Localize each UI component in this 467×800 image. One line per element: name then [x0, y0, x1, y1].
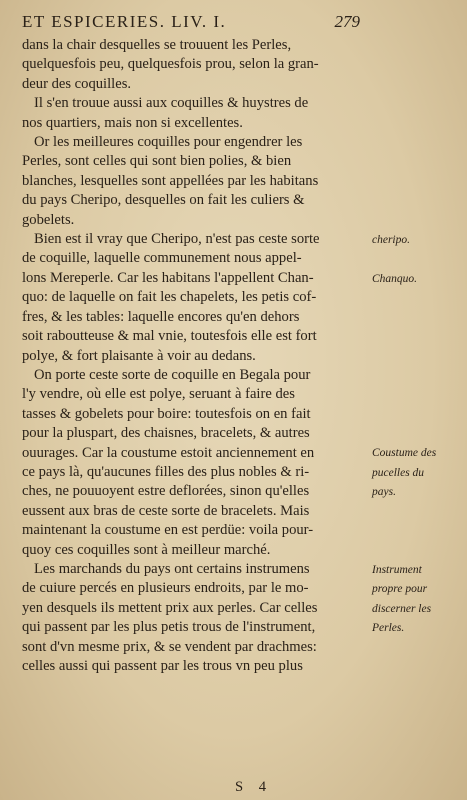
margin-note: discerner les	[372, 602, 432, 615]
text-line: ce pays là, qu'aucunes filles des plus nobles & ri-	[22, 463, 310, 480]
body-text	[22, 36, 367, 676]
text-line: soit raboutteuse & mal vnie, toutesfois elle est fort	[22, 328, 317, 345]
text-line: l'y vendre, où elle est polye, seruant à faire des	[22, 386, 295, 403]
text-line: Il s'en trouue aussi aux coquilles & huystres de	[34, 95, 309, 112]
text-line: deur des coquilles.	[22, 75, 132, 92]
text-line: quelquesfois peu, quelquesfois prou, selon la gran-	[22, 56, 319, 73]
page-number: 279	[334, 12, 360, 31]
text-line: ches, ne pouuoyent estre deflorées, sinon qu'elles	[22, 483, 310, 500]
margin-note: cheripo.	[372, 234, 411, 246]
text-line: sont d'vn mesme prix, & se vendent par drachmes:	[22, 638, 317, 655]
text-line: quo: de laquelle on fait les chapelets, les petis cof-	[22, 289, 317, 306]
text-line: fres, & les tables: laquelle encores qu'en dehors	[22, 308, 300, 325]
margin-note: pucelles du	[372, 466, 425, 479]
text-line: Or les meilleures coquilles pour engendrer les	[34, 134, 303, 151]
text-line: du pays Cheripo, desquelles on fait les culiers &	[22, 192, 305, 209]
margin-note: Perles.	[372, 622, 405, 634]
margin-note: propre pour	[372, 583, 428, 596]
text-line: Bien est il vray que Cheripo, n'est pas ceste sorte	[34, 231, 320, 248]
text-line: polye, & fort plaisante à voir au dedans.	[22, 347, 256, 364]
text-line: pour la pluspart, des chaisnes, bracelets, & autres	[22, 425, 310, 442]
text-line: ouurages. Car la coustume estoit anciennement en	[22, 444, 315, 461]
signature-mark: S 4	[234, 779, 273, 795]
text-line: de coquille, laquelle communement nous appel-	[22, 250, 302, 267]
text-line: eussent aux bras de ceste sorte de bracelets. Mais	[22, 502, 310, 519]
text-line: blanches, lesquelles sont appellées par les habitans	[22, 172, 319, 189]
text-line: gobelets.	[22, 211, 75, 228]
running-title: ET ESPICERIES. LIV. I.	[22, 12, 227, 31]
text-line: celles aussi qui passent par les trous vn peu plus	[22, 658, 303, 674]
text-line: qui passent par les plus petis trous de l'instrument,	[22, 619, 316, 636]
running-header	[22, 12, 360, 32]
text-line: yen desquels ils mettent prix aux perles. Car celles	[22, 599, 318, 616]
text-line: quoy ces coquilles sont à meilleur marché.	[22, 541, 271, 558]
text-line: nos quartiers, mais non si excellentes.	[22, 114, 243, 131]
margin-note: pays.	[372, 486, 396, 499]
text-line: lons Mereperle. Car les habitans l'appellent Chan-	[22, 269, 314, 286]
margin-note: Coustume des	[372, 447, 437, 460]
text-line: Perles, sont celles qui sont bien polies, & bien	[22, 153, 292, 170]
text-line: Les marchands du pays ont certains instrumens	[34, 560, 310, 577]
text-line: dans la chair desquelles se trouuent les Perles,	[22, 37, 292, 53]
text-line: maintenant la coustume en est perdüe: voila pour-	[22, 522, 314, 539]
text-line: de cuiure percés en plusieurs endroits, par le mo-	[22, 580, 309, 597]
text-line: tasses & gobelets pour boire: toutesfois on en fait	[22, 405, 311, 422]
margin-note: Instrument	[372, 563, 422, 576]
margin-note: Chanquo.	[372, 272, 418, 285]
text-line: On porte ceste sorte de coquille en Begala pour	[34, 366, 311, 383]
